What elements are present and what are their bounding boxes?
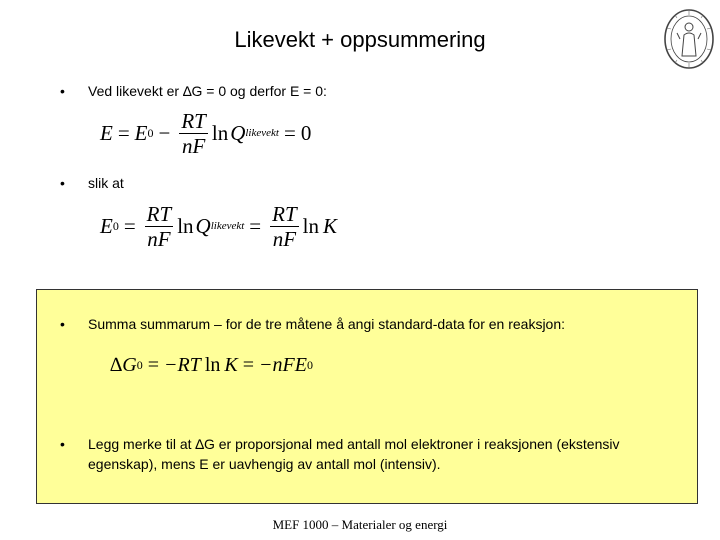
eq-numerator: RT bbox=[181, 108, 206, 133]
bullet-text: slik at bbox=[88, 175, 124, 191]
eq-operator: = bbox=[283, 120, 296, 145]
eq-function: ln bbox=[211, 120, 229, 145]
eq-fraction bbox=[179, 110, 208, 157]
equation-nernst-equilibrium: E = E 0 − $\frac{RT}{nF}$ ln Q likevekt = 0 bbox=[100, 108, 312, 158]
eq-fraction bbox=[145, 203, 174, 250]
bullet-text: Ved likevekt er ∆G = 0 og derfor E = 0: bbox=[88, 83, 327, 99]
equation-standard-potential: E 0 = $\frac{RT}{nF}$ ln Q likevekt = $\frac{RT}{nF}$ ln K bbox=[100, 201, 338, 251]
eq-symbol: Q bbox=[195, 213, 211, 238]
eq-symbol: Q bbox=[230, 120, 246, 145]
eq-operator: = bbox=[242, 353, 254, 376]
eq-value: 0 bbox=[300, 120, 312, 145]
eq-symbol: K bbox=[323, 213, 338, 238]
eq-denominator: nF bbox=[272, 226, 297, 251]
bullet-marker: • bbox=[60, 175, 65, 191]
eq-function: ln bbox=[177, 213, 194, 238]
bullet-marker: • bbox=[60, 436, 65, 452]
eq-operator: = bbox=[117, 120, 130, 145]
eq-denominator: nF bbox=[181, 133, 206, 158]
eq-symbol: K bbox=[224, 353, 238, 376]
eq-operator: = bbox=[147, 353, 159, 376]
eq-operator: = bbox=[249, 213, 262, 238]
eq-function: ln bbox=[302, 213, 319, 238]
slide-footer: MEF 1000 – Materialer og energi bbox=[272, 517, 448, 532]
eq-symbol: ∆G bbox=[110, 353, 137, 376]
slide-title: Likevekt + oppsummering bbox=[234, 27, 486, 52]
eq-function: ln bbox=[204, 353, 221, 376]
eq-operator: = bbox=[123, 213, 136, 238]
eq-symbol: E bbox=[134, 120, 148, 145]
equation-gibbs-summary: ∆G 0 = −RT ln K = −nFE 0 bbox=[110, 353, 313, 376]
bullet-text: Legg merke til at ∆G er proporsjonal med antall mol elektroner i reaksjonen (ekstensiv egenskap), mens E er uavhengig av antall mol (intensiv). bbox=[88, 436, 620, 472]
bullet-marker: • bbox=[60, 83, 65, 99]
eq-operator: − bbox=[158, 120, 171, 145]
university-seal-icon bbox=[663, 8, 715, 70]
eq-numerator: RT bbox=[272, 201, 297, 226]
eq-numerator: RT bbox=[146, 201, 172, 226]
eq-symbol: E bbox=[100, 213, 113, 238]
eq-denominator: nF bbox=[147, 226, 171, 251]
eq-fraction bbox=[270, 203, 299, 250]
bullet-text: Summa summarum – for de tre måtene å angi standard-data for en reaksjon: bbox=[88, 316, 566, 332]
eq-symbol: −RT bbox=[163, 353, 201, 376]
eq-symbol: −nFE bbox=[259, 353, 307, 376]
eq-symbol: E bbox=[100, 120, 113, 145]
bullet-marker: • bbox=[60, 316, 65, 332]
